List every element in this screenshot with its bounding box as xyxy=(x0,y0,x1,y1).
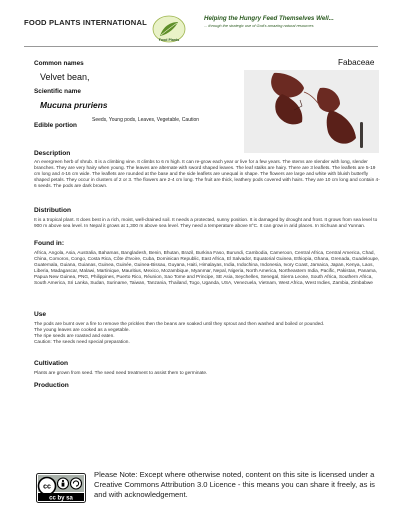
plant-photo xyxy=(244,70,379,153)
svg-text:Food Plants: Food Plants xyxy=(158,38,180,42)
tagline-sub: ... through the strategic use of God's amazing natural resources xyxy=(204,23,314,28)
distribution-text: It is a tropical plant. It does best in a rich, moist, well-drained soil. It needs a protected, sunny position. It is damaged by drought and frost. It grows from sea level to 900 m above sea level. In Nepal it grows at 1,300 m above sea level. They need a temperature above 8°C. It can grow in arid places. In Sichuan and Yunnan. xyxy=(34,218,378,230)
scientific-name-label: Scientific name xyxy=(34,88,81,95)
use-text xyxy=(34,322,382,346)
header-divider xyxy=(24,46,378,47)
common-name-value: Velvet bean, xyxy=(40,72,90,82)
brand-title: FOOD PLANTS INTERNATIONAL xyxy=(24,18,147,27)
food-plants-logo xyxy=(151,14,187,44)
use-line: Caution: The seeds need special preparation. xyxy=(34,340,130,346)
svg-text:cc: cc xyxy=(43,483,51,491)
creative-commons-badge[interactable] xyxy=(36,473,86,503)
description-text: An evergreen herb of shrub. It is a climbing vine. It climbs to 6 m high. It can re-grow each year or live for a few years. The stems are slender with long, slender branches. They are very hairy when young. The leaves are alternate with sword shaped leaves. The leaf stalks are hairy. There are 3 leaflets. The leaflets are 5-19 cm long and 4-16 cm wide. The leaflets are rounded at the base and the side leaflets are unequal in shape. The flowers are large and white with bluish butterfly shaped petals. They occur in clusters of 2 or 3. The flowers are 2-4 cm long. The fruit are thick, leathery pods covered with hairs. They are 10 cm long and contain 4-6 seeds. The pods are dark brown. xyxy=(34,160,380,190)
production-heading: Production xyxy=(34,382,69,389)
edible-portion-label: Edible portion xyxy=(34,122,77,129)
found-in-heading: Found in: xyxy=(34,240,65,247)
cultivation-text: Plants are grown from seed. The seed need treatment to assist them to germinate. xyxy=(34,371,208,376)
distribution-heading: Distribution xyxy=(34,207,71,214)
tagline-main: Helping the Hungry Feed Themselves Well... xyxy=(204,15,334,22)
edible-portion-value: Seeds, Young pods, Leaves, Vegetable, Caution xyxy=(92,117,200,123)
page-header xyxy=(24,12,380,46)
family-name: Fabaceae xyxy=(338,58,375,67)
common-names-label: Common names xyxy=(34,60,84,67)
use-line: The pods are burnt over a fire to remove the prickles then the beans are soaked until they sprout and then washed and boiled or pounded. xyxy=(34,322,325,327)
svg-text:cc by sa: cc by sa xyxy=(49,495,73,502)
license-note: Please Note: Except where otherwise noted, content on this site is licensed under a Creative Commons Attribution 3.0 Licence - this means you can share it freely, as is and with acknowledgement. xyxy=(94,470,375,499)
use-line: The ripe seeds are roasted and eaten. xyxy=(34,334,115,340)
found-in-text: Africa, Angola, Asia, Australia, Bahamas, Bangladesh, Benin, Bhutan, Brazil, Burkina Faso, Burundi, Cambodia, Cameroon, Central Africa, Central America, Chad, China, Comoros, Congo, Costa Rica, Côte d'Ivoire, Cuba, Dominican Republic, East Africa, El Salvador, Equatorial Guinea, Ethiopia, Ghana, Grenada, Guadeloupe, Guatemala, Guiana, Guianas, Guinea, Guinée, Guinea-Bissau, Guyana, Haiti, Himalayas, India, Indochina, Indonesia, Ivory Coast, Jamaica, Japan, Kenya, Laos, Liberia, Madagascar, Malawi, Martinique, Mauritius, Mexico, Mozambique, Myanmar, Nepal, Nigeria, North America, Northeastern India, Pacific, Pakistan, Panama, Papua New Guinea, PNG, Philippines, Puerto Rico, Réunion, Sao Tome and Principe, SE Asia, Seychelles, Senegal, Sierra Leone, South Africa, Southern Africa, South America, Sri Lanka, Sudan, Suriname, Taiwan, Tanzania, Thailand, Togo, Uganda, USA, Venezuela, Vietnam, West Africa, West Indies, Zambia, Zimbabwe xyxy=(34,251,380,287)
use-line: The young leaves are cooked as a vegetable. xyxy=(34,328,130,334)
tagline xyxy=(204,15,394,28)
scientific-name-value: Mucuna pruriens xyxy=(40,100,108,110)
description-heading: Description xyxy=(34,150,71,157)
license-footer xyxy=(34,470,384,506)
use-heading: Use xyxy=(34,311,47,318)
cultivation-heading: Cultivation xyxy=(34,360,69,367)
